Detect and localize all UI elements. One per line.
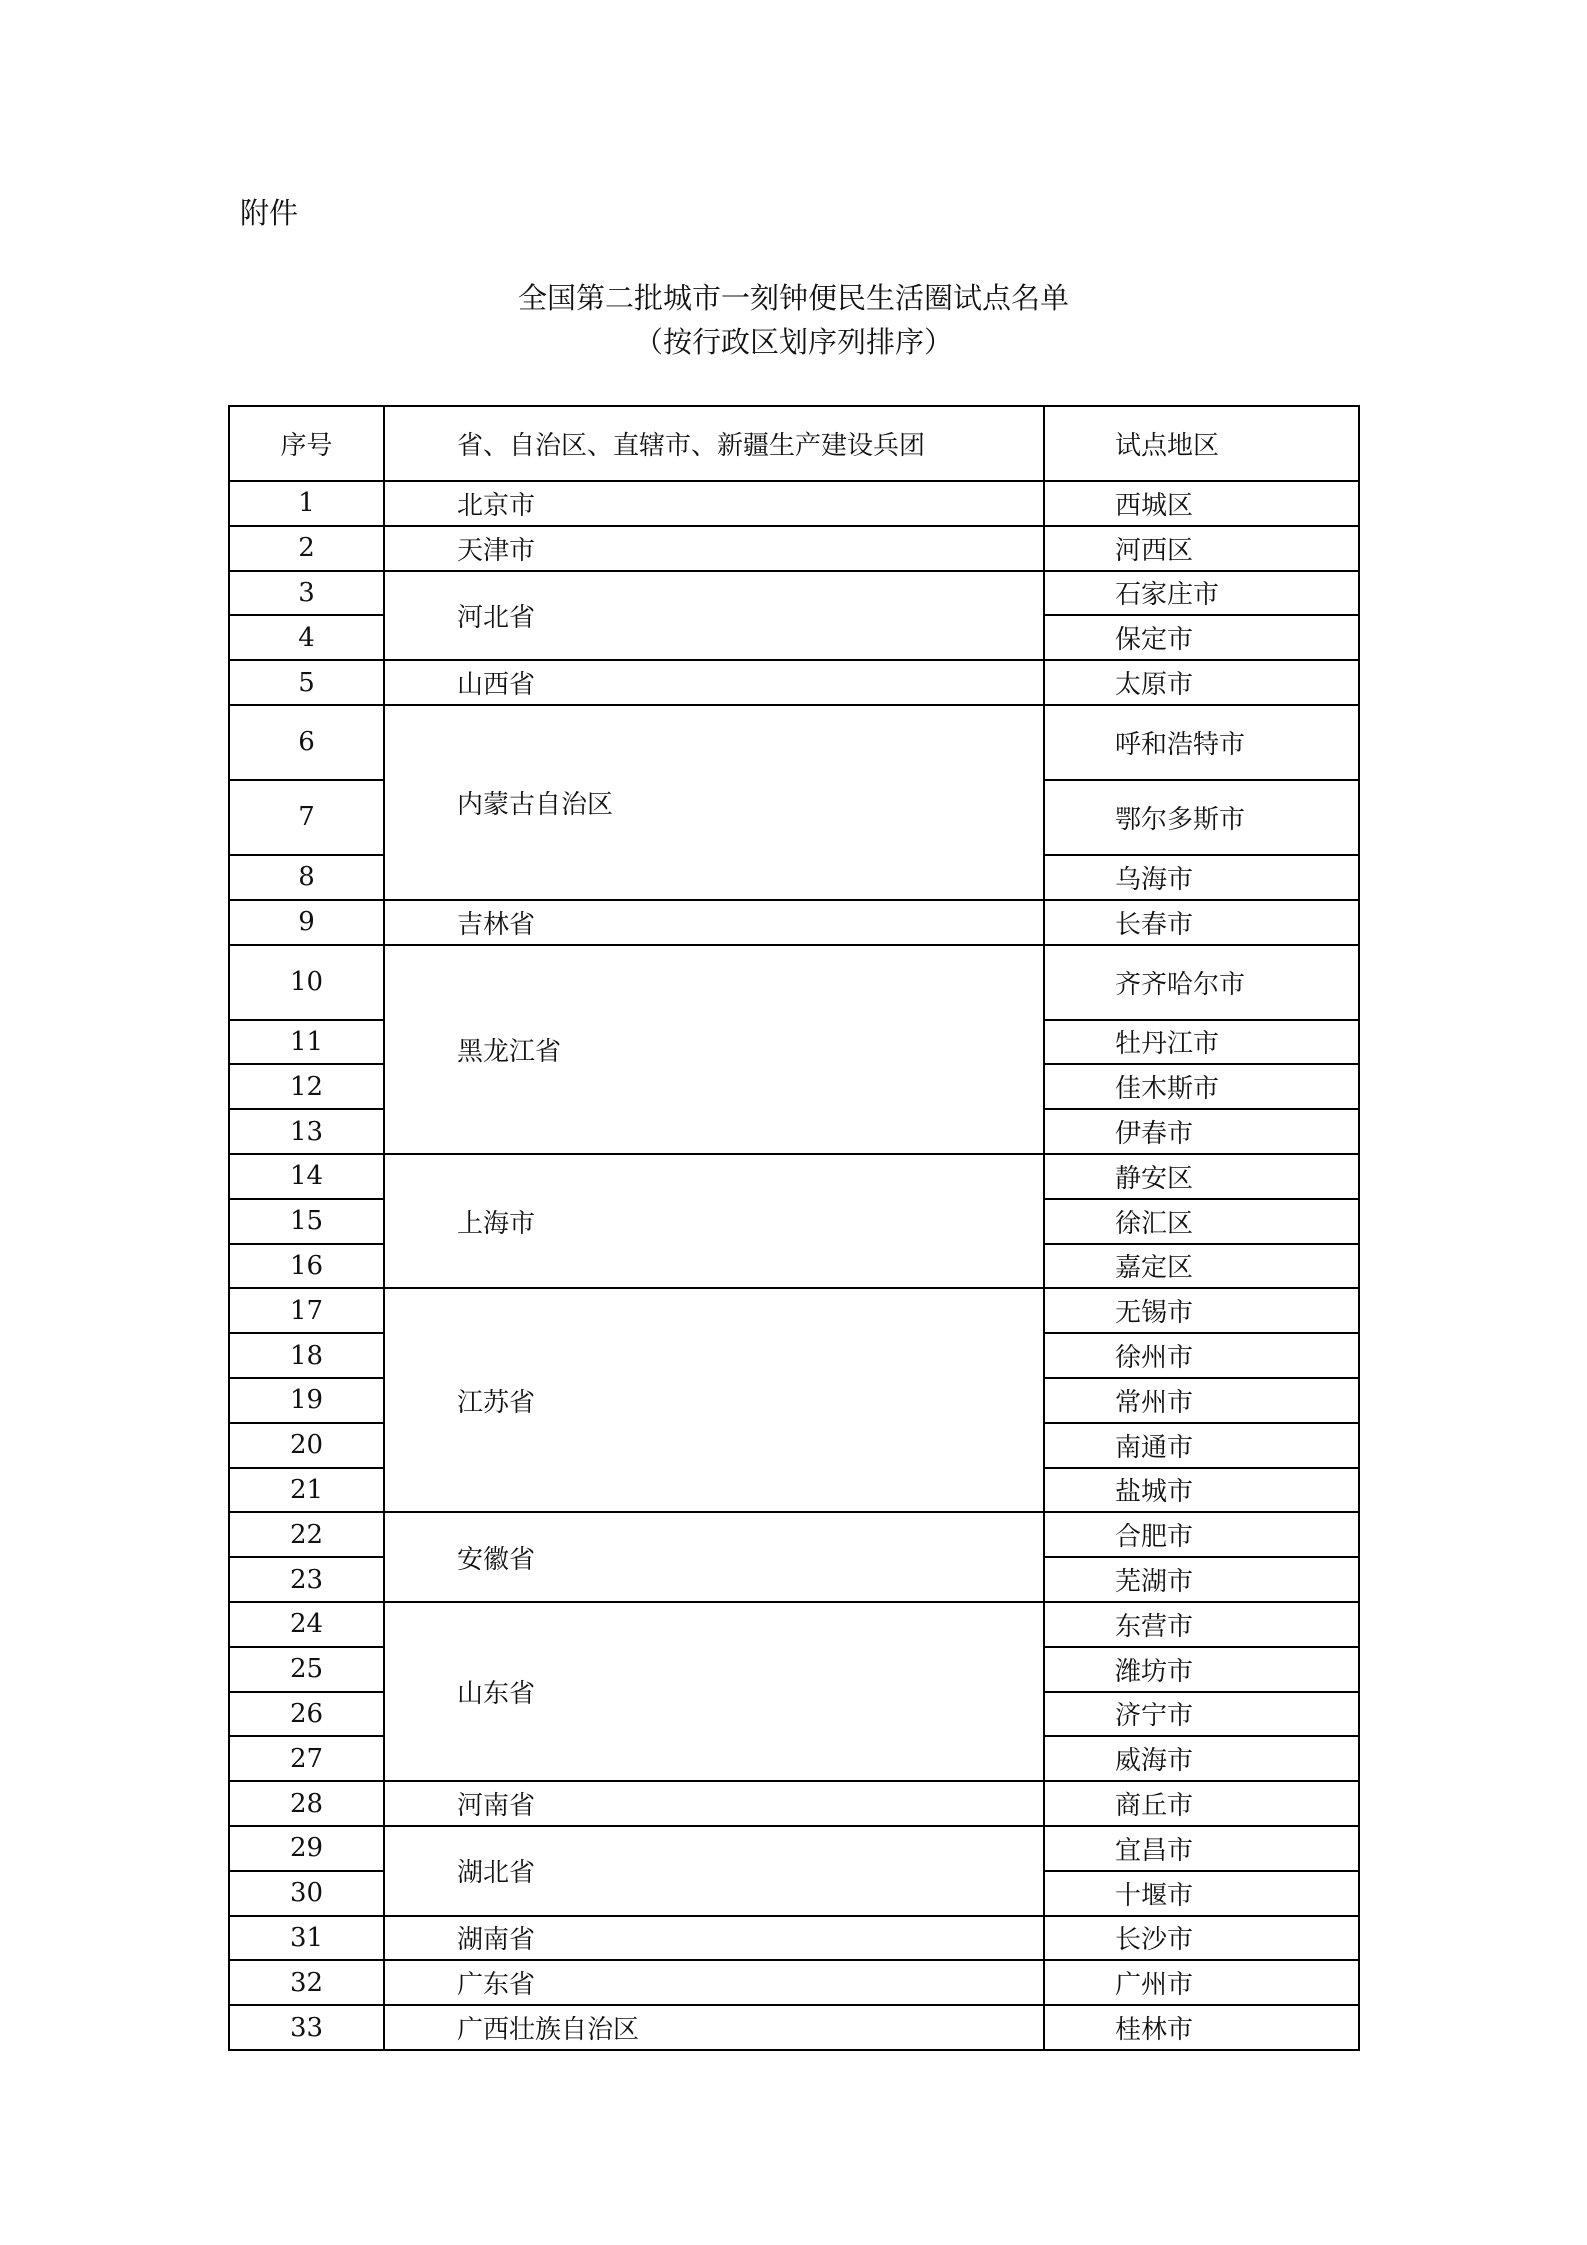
pilot-area-cell: 芜湖市 [1044, 1557, 1359, 1602]
table-row [229, 945, 1359, 1020]
table-row [229, 2005, 1359, 2050]
pilot-area-cell: 盐城市 [1044, 1468, 1359, 1513]
pilot-area-cell: 常州市 [1044, 1378, 1359, 1423]
serial-number-cell: 17 [229, 1288, 384, 1333]
serial-number-cell: 22 [229, 1512, 384, 1557]
pilot-area-cell: 商丘市 [1044, 1781, 1359, 1826]
pilot-list-table [228, 405, 1360, 2051]
province-cell: 广东省 [384, 1960, 1044, 2005]
province-cell: 山西省 [384, 660, 1044, 705]
serial-number-cell: 23 [229, 1557, 384, 1602]
pilot-area-cell: 佳木斯市 [1044, 1064, 1359, 1109]
serial-number-cell: 7 [229, 780, 384, 855]
serial-number-cell: 28 [229, 1781, 384, 1826]
pilot-area-cell: 东营市 [1044, 1602, 1359, 1647]
pilot-area-cell: 伊春市 [1044, 1109, 1359, 1154]
serial-number-cell: 1 [229, 481, 384, 526]
province-cell: 山东省 [384, 1602, 1044, 1781]
serial-number-cell: 6 [229, 705, 384, 780]
serial-number-cell: 14 [229, 1154, 384, 1199]
pilot-area-cell: 济宁市 [1044, 1692, 1359, 1737]
pilot-area-cell: 广州市 [1044, 1960, 1359, 2005]
serial-number-cell: 19 [229, 1378, 384, 1423]
province-cell: 内蒙古自治区 [384, 705, 1044, 900]
pilot-area-cell: 嘉定区 [1044, 1244, 1359, 1289]
pilot-area-cell: 呼和浩特市 [1044, 705, 1359, 780]
table-row [229, 1960, 1359, 2005]
table-row [229, 1154, 1359, 1199]
serial-number-cell: 33 [229, 2005, 384, 2050]
table-row [229, 1781, 1359, 1826]
pilot-area-cell: 齐齐哈尔市 [1044, 945, 1359, 1020]
province-cell: 天津市 [384, 526, 1044, 571]
province-cell: 上海市 [384, 1154, 1044, 1288]
serial-number-cell: 20 [229, 1423, 384, 1468]
serial-number-cell: 8 [229, 855, 384, 900]
pilot-area-cell: 南通市 [1044, 1423, 1359, 1468]
serial-number-cell: 9 [229, 900, 384, 945]
serial-number-cell: 26 [229, 1692, 384, 1737]
serial-number-cell: 25 [229, 1647, 384, 1692]
serial-number-cell: 10 [229, 945, 384, 1020]
pilot-area-cell: 宜昌市 [1044, 1826, 1359, 1871]
serial-number-cell: 29 [229, 1826, 384, 1871]
province-cell: 北京市 [384, 481, 1044, 526]
serial-number-cell: 24 [229, 1602, 384, 1647]
table-row [229, 526, 1359, 571]
table-row [229, 571, 1359, 616]
table-row [229, 900, 1359, 945]
pilot-area-cell: 河西区 [1044, 526, 1359, 571]
province-cell: 湖南省 [384, 1916, 1044, 1961]
serial-number-cell: 13 [229, 1109, 384, 1154]
pilot-area-cell: 鄂尔多斯市 [1044, 780, 1359, 855]
pilot-area-cell: 十堰市 [1044, 1871, 1359, 1916]
serial-number-cell: 16 [229, 1244, 384, 1289]
province-cell: 黑龙江省 [384, 945, 1044, 1154]
attachment-label: 附件 [240, 196, 299, 230]
pilot-area-cell: 无锡市 [1044, 1288, 1359, 1333]
pilot-area-cell: 徐州市 [1044, 1333, 1359, 1378]
table-row [229, 1916, 1359, 1961]
pilot-area-cell: 合肥市 [1044, 1512, 1359, 1557]
serial-number-cell: 2 [229, 526, 384, 571]
header-province: 省、自治区、直辖市、新疆生产建设兵团 [384, 406, 1044, 481]
table-row [229, 1512, 1359, 1557]
serial-number-cell: 3 [229, 571, 384, 616]
serial-number-cell: 27 [229, 1736, 384, 1781]
serial-number-cell: 18 [229, 1333, 384, 1378]
table-row [229, 660, 1359, 705]
table-row [229, 1602, 1359, 1647]
pilot-area-cell: 牡丹江市 [1044, 1020, 1359, 1065]
province-cell: 湖北省 [384, 1826, 1044, 1916]
serial-number-cell: 12 [229, 1064, 384, 1109]
serial-number-cell: 31 [229, 1916, 384, 1961]
pilot-area-cell: 西城区 [1044, 481, 1359, 526]
pilot-area-cell: 静安区 [1044, 1154, 1359, 1199]
province-cell: 吉林省 [384, 900, 1044, 945]
pilot-area-cell: 石家庄市 [1044, 571, 1359, 616]
serial-number-cell: 11 [229, 1020, 384, 1065]
serial-number-cell: 15 [229, 1199, 384, 1244]
table-header-row [229, 406, 1359, 481]
pilot-area-cell: 太原市 [1044, 660, 1359, 705]
table-row [229, 1288, 1359, 1333]
table-row [229, 705, 1359, 780]
serial-number-cell: 5 [229, 660, 384, 705]
table-row [229, 481, 1359, 526]
province-cell: 广西壮族自治区 [384, 2005, 1044, 2050]
pilot-area-cell: 乌海市 [1044, 855, 1359, 900]
table-body [229, 481, 1359, 2050]
pilot-area-cell: 长春市 [1044, 900, 1359, 945]
province-cell: 安徽省 [384, 1512, 1044, 1602]
serial-number-cell: 4 [229, 615, 384, 660]
province-cell: 江苏省 [384, 1288, 1044, 1512]
document-subtitle: （按行政区划序列排序） [633, 325, 953, 359]
serial-number-cell: 21 [229, 1468, 384, 1513]
header-pilot-area: 试点地区 [1044, 406, 1359, 481]
serial-number-cell: 30 [229, 1871, 384, 1916]
pilot-area-cell: 桂林市 [1044, 2005, 1359, 2050]
document-title: 全国第二批城市一刻钟便民生活圈试点名单 [517, 281, 1069, 315]
serial-number-cell: 32 [229, 1960, 384, 2005]
province-cell: 河北省 [384, 571, 1044, 661]
pilot-area-cell: 长沙市 [1044, 1916, 1359, 1961]
pilot-area-cell: 威海市 [1044, 1736, 1359, 1781]
province-cell: 河南省 [384, 1781, 1044, 1826]
header-serial-number: 序号 [229, 406, 384, 481]
table-row [229, 1826, 1359, 1871]
pilot-area-cell: 徐汇区 [1044, 1199, 1359, 1244]
pilot-area-cell: 潍坊市 [1044, 1647, 1359, 1692]
pilot-area-cell: 保定市 [1044, 615, 1359, 660]
